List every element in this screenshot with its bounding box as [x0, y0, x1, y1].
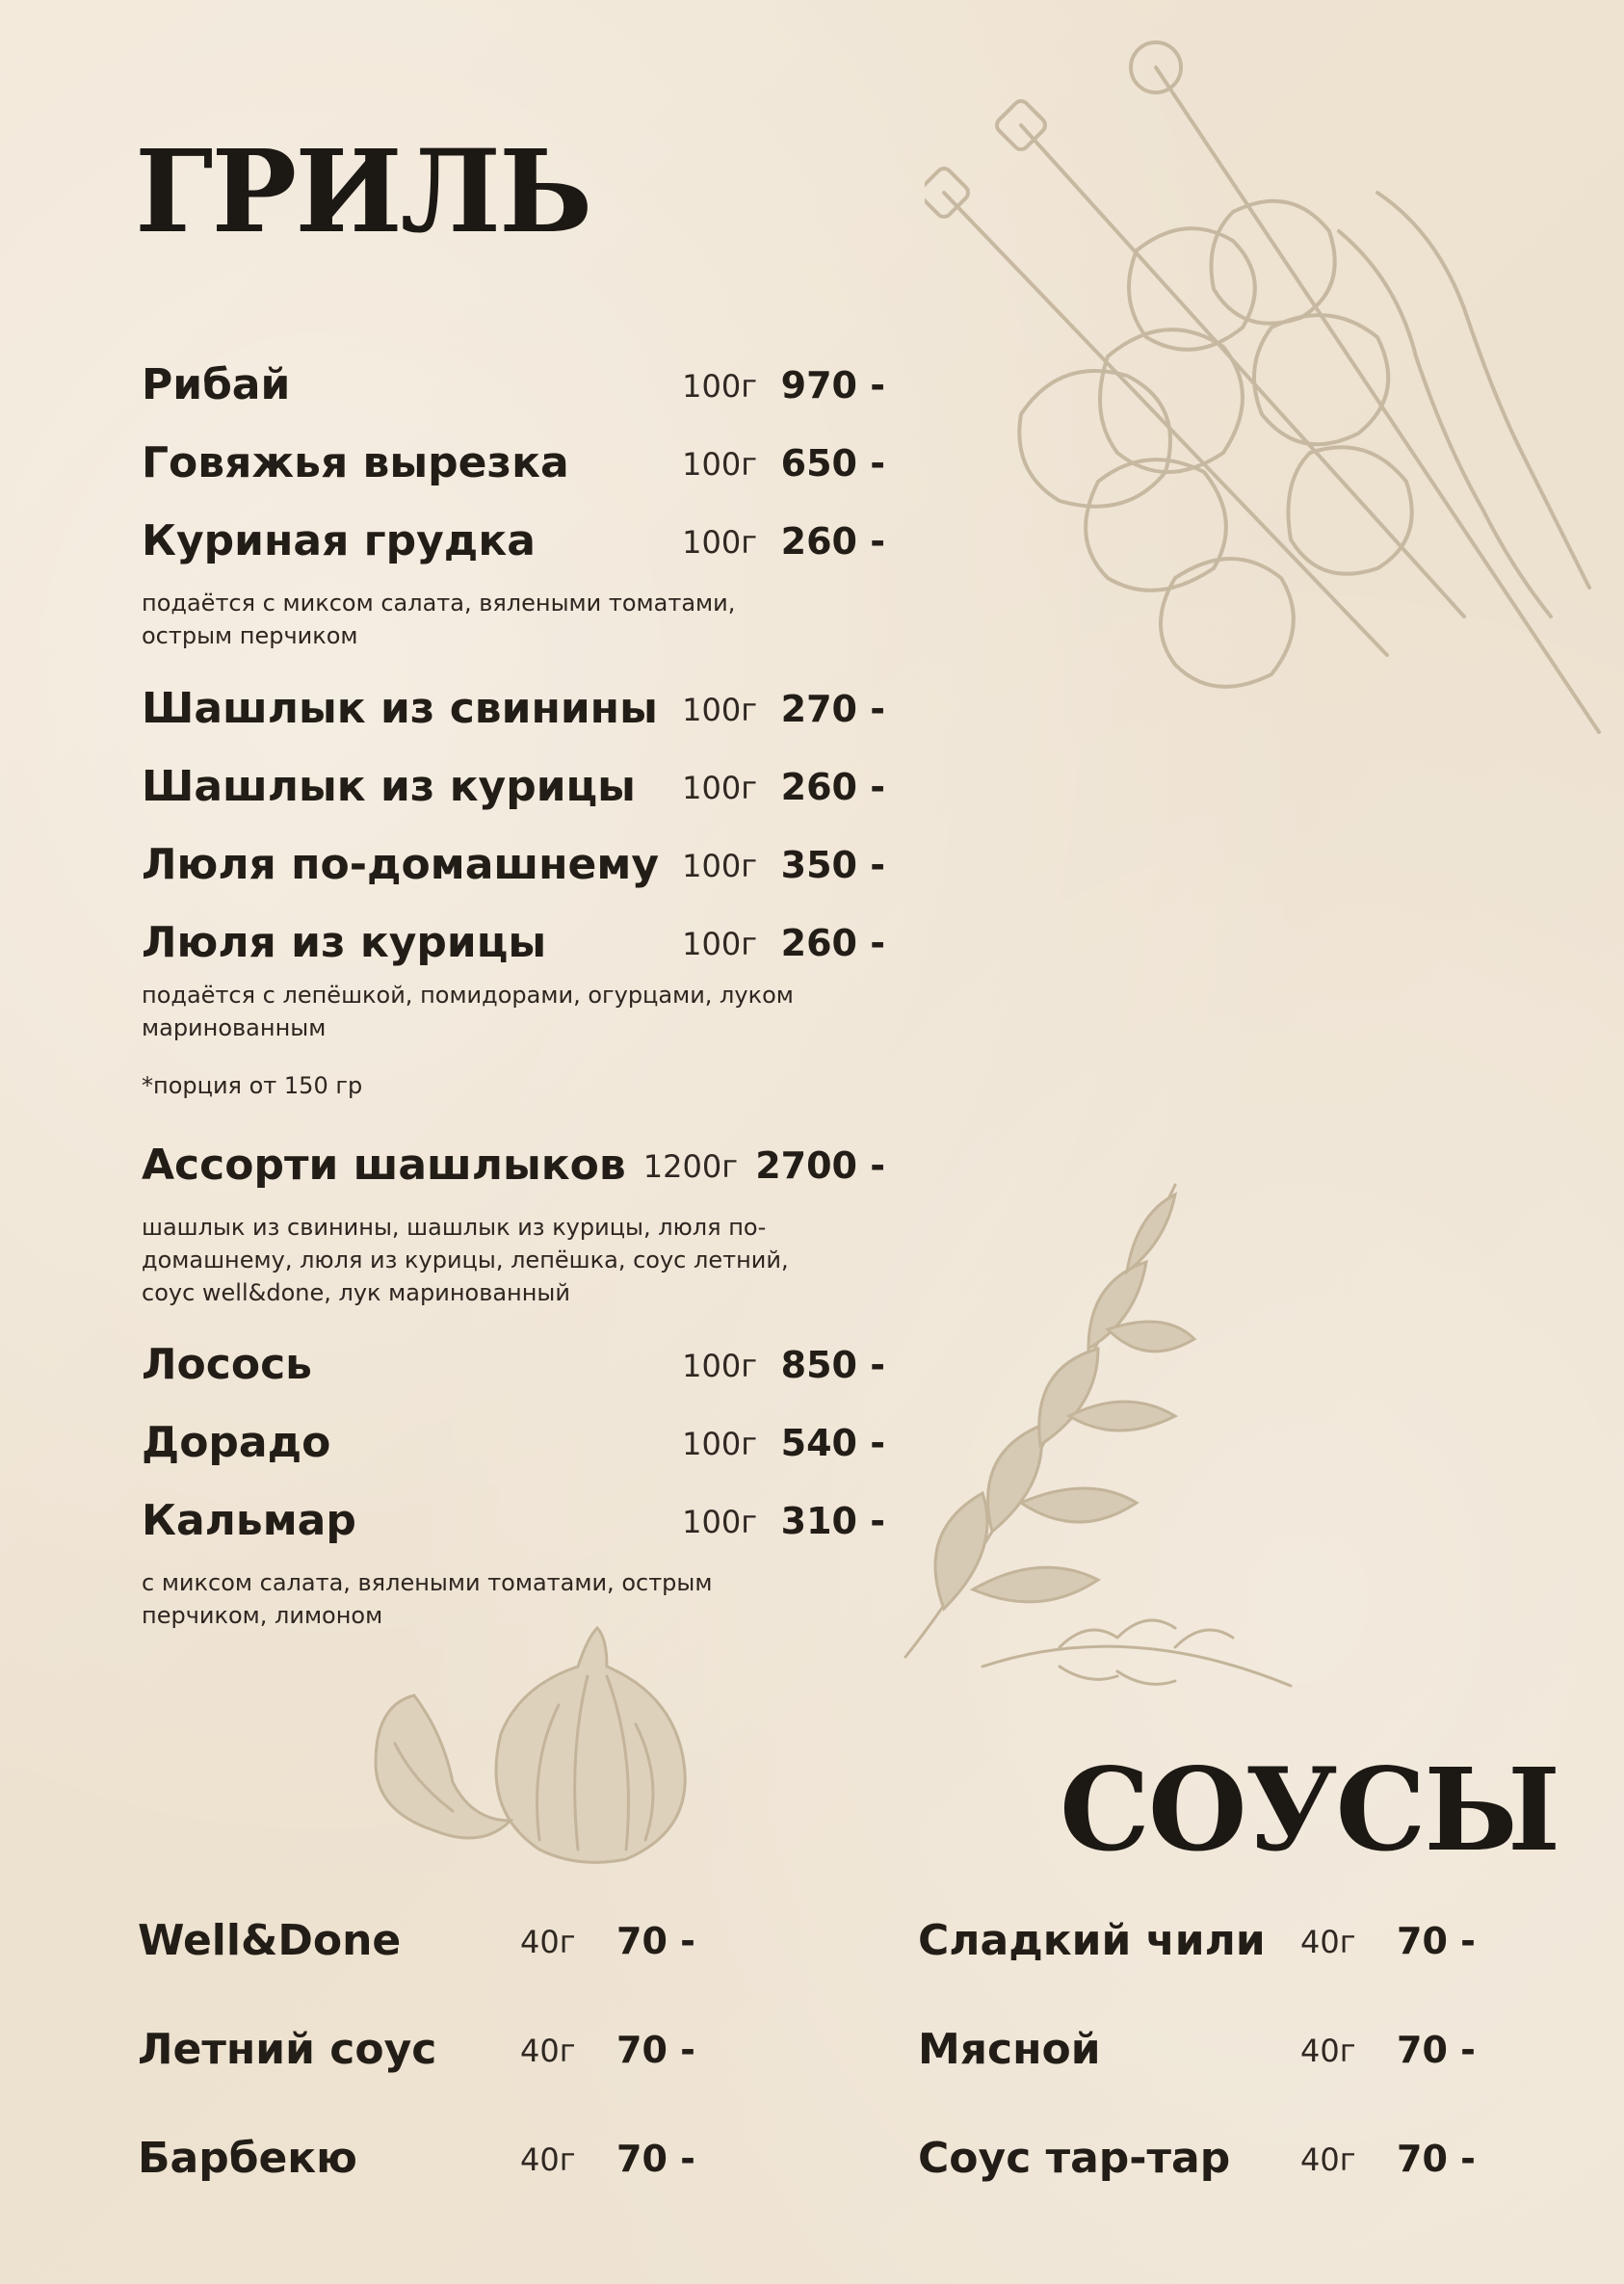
item-price: 310 - [780, 1500, 885, 1542]
item-name: Рибай [142, 360, 291, 409]
sauce-name: Летний соус [138, 2025, 437, 2074]
sauce-item-tartar [918, 2130, 1496, 2188]
menu-item-chicken-lula [0, 914, 1624, 972]
sauce-item-meat [918, 2021, 1496, 2079]
item-name: Кальмар [142, 1496, 356, 1545]
item-name: Шашлык из свинины [142, 684, 658, 733]
item-name: Ассорти шашлыков [142, 1141, 626, 1190]
menu-item-chicken-shashlik [0, 758, 1624, 816]
item-description: подаётся с миксом салата, вялеными томатами, острым перчиком [142, 590, 736, 649]
item-name: Люля из курицы [142, 918, 547, 967]
menu-item-ribeye [0, 356, 1624, 414]
item-price: 260 - [780, 766, 885, 808]
sauce-weight: 40г [520, 1924, 576, 1960]
item-weight: 100г [682, 692, 757, 728]
menu-item-chicken-breast [0, 512, 1624, 570]
sauce-item-sweet-chili [918, 1912, 1496, 1970]
item-price: 2700 - [755, 1144, 885, 1187]
sauce-item-summer [138, 2021, 716, 2079]
sauce-price: 70 - [1397, 2029, 1476, 2071]
item-description: подаётся с лепёшкой, помидорами, огурцами, луком маринованным [142, 982, 794, 1041]
garlic-illustration [356, 1618, 742, 1888]
sauce-weight: 40г [1300, 2141, 1356, 2178]
item-weight: 100г [682, 1348, 757, 1384]
sauce-price: 70 - [616, 2138, 695, 2180]
item-price: 650 - [780, 442, 885, 485]
item-price: 260 - [780, 922, 885, 964]
sauce-item-well-done [138, 1912, 716, 1970]
item-description: шашлык из свинины, шашлык из курицы, люля по-домашнему, люля из курицы, лепёшка, соус летний, соус well&done, лук маринованный [142, 1214, 789, 1306]
sauce-item-bbq [138, 2130, 716, 2188]
sauce-price: 70 - [616, 1920, 695, 1962]
menu-item-pork-shashlik [0, 680, 1624, 738]
item-weight: 100г [682, 848, 757, 884]
sauce-name: Сладкий чили [918, 1916, 1266, 1965]
item-price: 540 - [780, 1422, 885, 1464]
item-name: Куриная грудка [142, 516, 536, 565]
sauce-weight: 40г [520, 2141, 576, 2178]
item-name: Лосось [142, 1340, 312, 1389]
grill-title: ГРИЛЬ [135, 124, 591, 258]
sauce-name: Соус тар-тар [918, 2134, 1231, 2183]
sauce-name: Well&Done [138, 1916, 402, 1965]
item-price: 270 - [780, 688, 885, 730]
sauce-weight: 40г [520, 2033, 576, 2069]
sauce-price: 70 - [616, 2029, 695, 2071]
item-weight: 100г [682, 926, 757, 962]
sauces-title: СОУСЫ [1060, 1743, 1559, 1877]
item-price: 350 - [780, 844, 885, 886]
item-name: Дорадо [142, 1418, 331, 1467]
item-weight: 100г [682, 1426, 757, 1462]
sauce-price: 70 - [1397, 1920, 1476, 1962]
menu-item-assorted-shashlik [0, 1137, 1624, 1195]
item-weight: 100г [682, 446, 757, 483]
item-price: 260 - [780, 520, 885, 563]
menu-item-beef-tenderloin [0, 434, 1624, 492]
sauce-name: Барбекю [138, 2134, 357, 2183]
item-weight: 100г [682, 770, 757, 806]
item-weight: 100г [682, 524, 757, 561]
item-weight: 100г [682, 1504, 757, 1540]
menu-item-squid [0, 1492, 1624, 1550]
item-name: Шашлык из курицы [142, 762, 636, 811]
item-weight: 100г [682, 368, 757, 405]
sauce-price: 70 - [1397, 2138, 1476, 2180]
item-price: 850 - [780, 1344, 885, 1386]
menu-item-salmon [0, 1336, 1624, 1394]
portion-note: *порция от 150 гр [142, 1072, 363, 1099]
menu-item-dorado [0, 1414, 1624, 1472]
sauce-name: Мясной [918, 2025, 1101, 2074]
item-description: с миксом салата, вялеными томатами, острым перчиком, лимоном [142, 1569, 713, 1629]
item-price: 970 - [780, 364, 885, 407]
sauce-weight: 40г [1300, 1924, 1356, 1960]
item-name: Люля по-домашнему [142, 840, 660, 889]
item-name: Говяжья вырезка [142, 438, 569, 487]
menu-item-homestyle-lula [0, 836, 1624, 894]
sauce-weight: 40г [1300, 2033, 1356, 2069]
item-weight: 1200г [642, 1148, 738, 1185]
